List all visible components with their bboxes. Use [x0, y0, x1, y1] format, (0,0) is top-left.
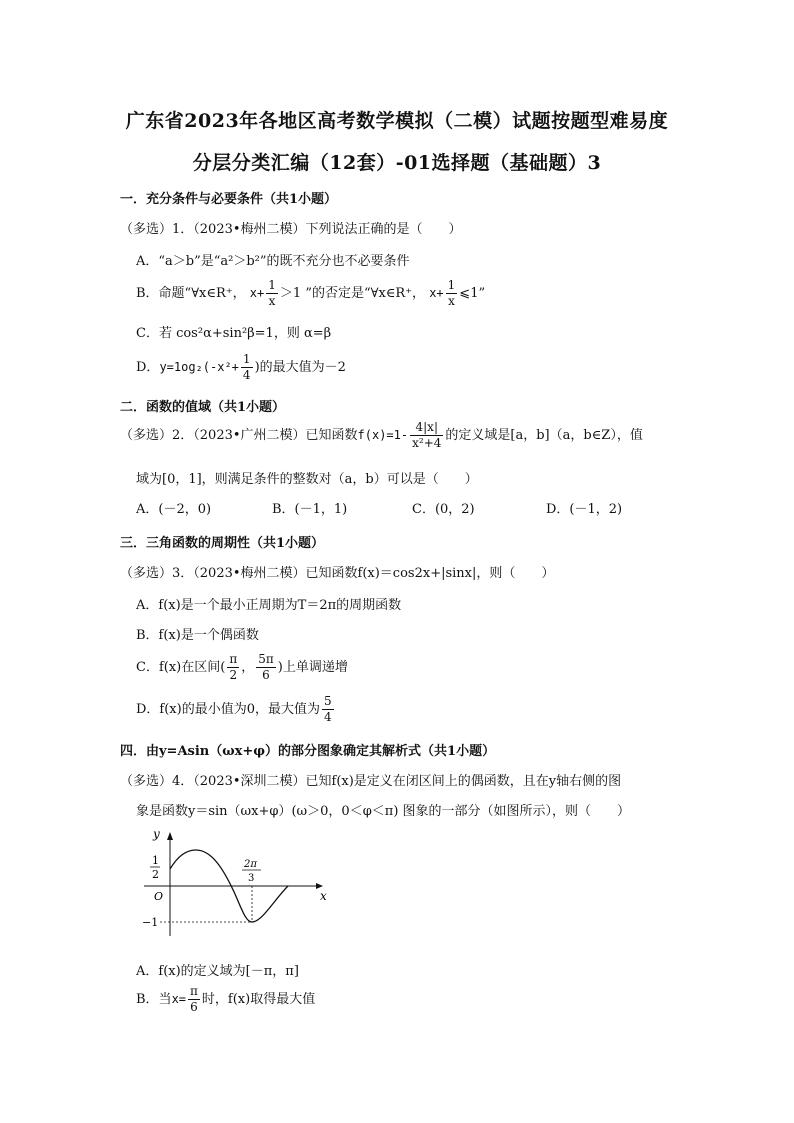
- document-title-line1: 广东省2023年各地区高考数学模拟（二模）试题按题型难易度: [125, 110, 669, 132]
- y-axis-label: y: [153, 828, 160, 841]
- question-4-stem-line2: 象是函数y＝sin（ωx+φ）(ω＞0，0＜φ＜π) 图象的一部分（如图所示），则（ ）: [136, 804, 631, 819]
- sine-graph: [140, 828, 330, 940]
- question-1-option-c: C．若 cos²α+sin²β=1，则 α=β: [136, 326, 332, 341]
- document-title-line2: 分层分类汇编（12套）-01选择题（基础题）3: [192, 152, 602, 174]
- section-heading-1: 一．充分条件与必要条件（共1小题）: [120, 192, 338, 207]
- question-2-stem-line2: 域为[0，1]，则满足条件的整数对（a，b）可以是（ ）: [136, 472, 478, 487]
- section-heading-3: 三．三角函数的周期性（共1小题）: [120, 536, 325, 551]
- neg-one-label: −1: [142, 916, 159, 929]
- half-denominator: 2: [152, 868, 159, 881]
- question-4-option-b: B．当x= $\frac{\pi}{6}$ 时，f(x)取得最大值: [136, 984, 316, 1014]
- question-2-stem: （多选）2．（2023•广州二模）已知函数f(x)=1- $\frac{4|x|}{\text{x²+4}}$ 的定义域是[a，b]（a，b∈Z），值: [120, 420, 643, 450]
- question-2-option-a: A．(－2，0): [136, 502, 212, 517]
- half-numerator: 1: [152, 854, 159, 867]
- y-axis-arrow-icon: [167, 832, 173, 840]
- question-2-option-d: D．(－1，2): [546, 502, 623, 517]
- tick-denominator: 3: [248, 873, 255, 884]
- question-1-option-b: B．命题“∀x∈R⁺， x+ $\frac{1}{x}$ ＞1 ”的否定是“∀x∈R⁺， x+ $\frac{1}{x}$ ⩽1”: [136, 278, 486, 308]
- question-3-stem: （多选）3．（2023•梅州二模）已知函数f(x)＝cos2x+|sinx|，则（ ）: [120, 566, 555, 581]
- question-1-option-d: D．y=1og₂(-x²+ $\frac{1}{4}$ )的最大值为－2: [136, 352, 346, 382]
- question-3-option-b: B．f(x)是一个偶函数: [136, 628, 259, 643]
- question-1-option-a: A．“a＞b”是“a²＞b²”的既不充分也不必要条件: [136, 254, 410, 269]
- question-1-stem: （多选）1．（2023•梅州二模）下列说法正确的是（ ）: [120, 222, 462, 237]
- question-4-option-a: A．f(x)的定义域为[－π，π]: [136, 964, 299, 979]
- question-3-option-c: C．f(x)在区间( $\frac{\pi}{2}$ ， $\frac{5\pi}{6}$ )上单调递增: [136, 652, 348, 682]
- x-axis-label: x: [320, 889, 327, 903]
- question-2-option-c: C．(0，2): [412, 502, 475, 517]
- question-4-stem: （多选）4．（2023•深圳二模）已知f(x)是定义在闭区间上的偶函数，且在y轴右侧的图: [120, 774, 622, 789]
- question-3-option-a: A．f(x)是一个最小正周期为T＝2π的周期函数: [136, 598, 402, 613]
- tick-numerator: 2π: [244, 859, 257, 870]
- question-2-option-b: B．(－1，1): [272, 502, 348, 517]
- origin-label: O: [154, 890, 164, 903]
- section-heading-4: 四．由y=Asin（ωx+φ）的部分图象确定其解析式（共1小题）: [120, 744, 496, 759]
- question-3-option-d: D．f(x)的最小值为0，最大值为 $\frac{5}{4}$: [136, 694, 332, 724]
- section-heading-2: 二．函数的值域（共1小题）: [120, 400, 286, 415]
